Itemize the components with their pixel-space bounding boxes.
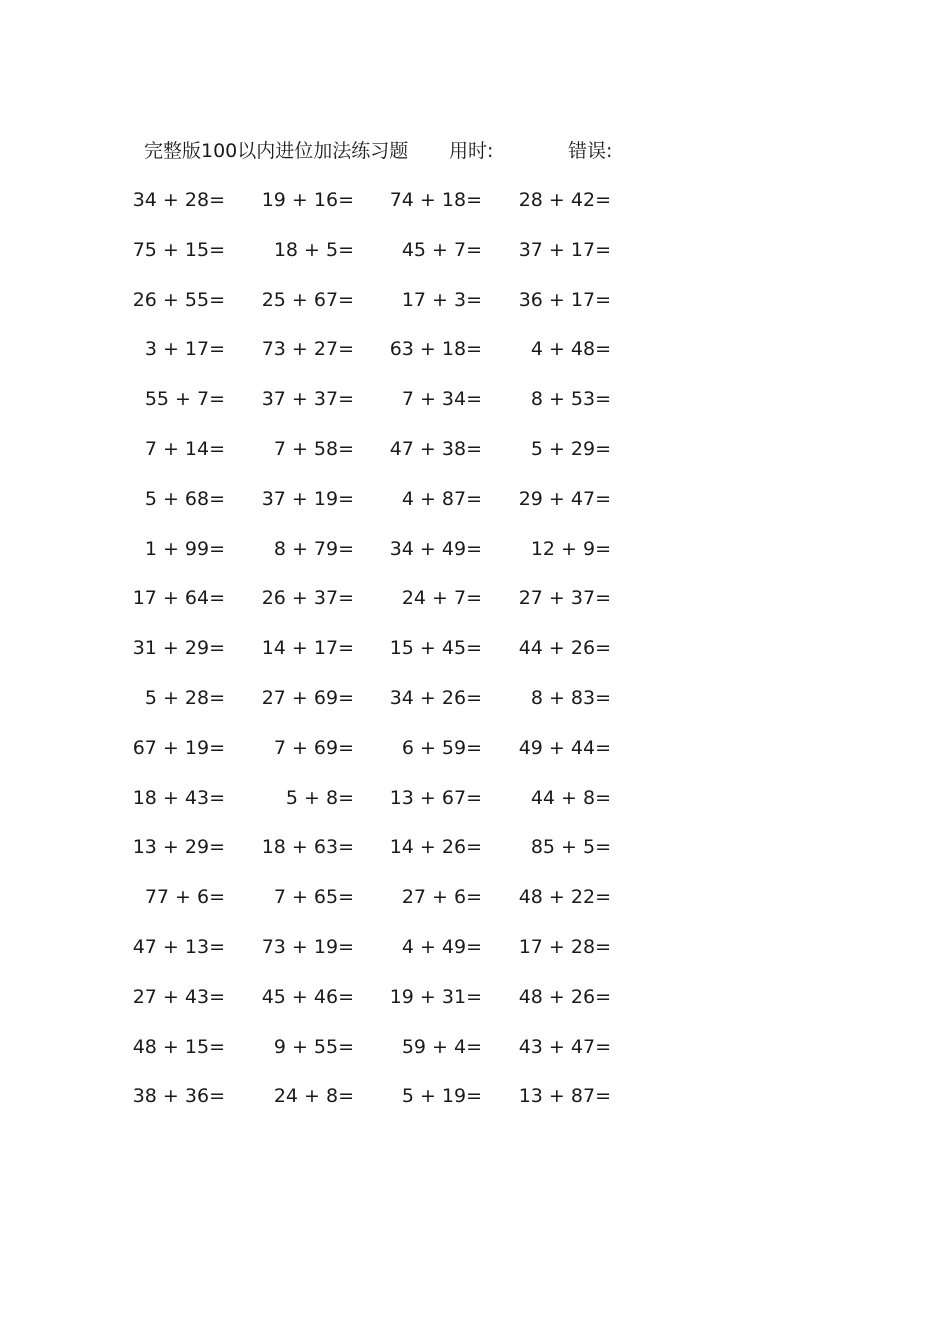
addition-problem: 13 + 29= bbox=[132, 836, 225, 859]
addition-problem: 43 + 47= bbox=[518, 1035, 611, 1058]
time-label: 用时: bbox=[449, 140, 494, 162]
addition-problem: 7 + 34= bbox=[401, 388, 482, 411]
addition-problem: 5 + 19= bbox=[401, 1085, 482, 1108]
addition-problem: 4 + 48= bbox=[530, 338, 611, 361]
addition-problem: 31 + 29= bbox=[132, 637, 225, 660]
problem-row bbox=[0, 684, 950, 734]
addition-problem: 3 + 17= bbox=[144, 338, 225, 361]
addition-problem: 37 + 17= bbox=[518, 238, 611, 261]
addition-problem: 19 + 16= bbox=[261, 189, 354, 211]
addition-problem: 45 + 7= bbox=[401, 238, 482, 261]
addition-problem: 25 + 67= bbox=[261, 288, 354, 311]
problem-row bbox=[0, 584, 950, 634]
problem-row bbox=[0, 1033, 950, 1083]
addition-problem: 73 + 19= bbox=[261, 935, 354, 958]
addition-problem: 17 + 64= bbox=[132, 587, 225, 610]
problem-row bbox=[0, 236, 950, 286]
addition-problem: 14 + 17= bbox=[261, 637, 354, 660]
addition-problem: 29 + 47= bbox=[518, 487, 611, 510]
addition-problem: 1 + 99= bbox=[144, 537, 225, 560]
addition-problem: 8 + 79= bbox=[273, 537, 354, 560]
addition-problem: 7 + 14= bbox=[144, 437, 225, 460]
addition-problem: 37 + 37= bbox=[261, 388, 354, 411]
addition-problem: 13 + 87= bbox=[518, 1085, 611, 1108]
problem-row bbox=[0, 485, 950, 535]
addition-problem: 12 + 9= bbox=[530, 537, 611, 560]
problem-row bbox=[0, 784, 950, 834]
addition-problem: 47 + 13= bbox=[132, 935, 225, 958]
addition-problem: 45 + 46= bbox=[261, 985, 354, 1008]
addition-problem: 17 + 28= bbox=[518, 935, 611, 958]
addition-problem: 36 + 17= bbox=[518, 288, 611, 311]
addition-problem: 55 + 7= bbox=[144, 388, 225, 411]
addition-problem: 59 + 4= bbox=[401, 1035, 482, 1058]
addition-problem: 34 + 28= bbox=[132, 189, 225, 211]
addition-problem: 14 + 26= bbox=[389, 836, 482, 859]
addition-problem: 48 + 26= bbox=[518, 985, 611, 1008]
addition-problem: 5 + 8= bbox=[285, 786, 354, 809]
problem-row bbox=[0, 833, 950, 883]
addition-problem: 19 + 31= bbox=[389, 985, 482, 1008]
addition-problem: 28 + 42= bbox=[518, 189, 611, 211]
addition-problem: 74 + 18= bbox=[389, 189, 482, 211]
addition-problem: 7 + 65= bbox=[273, 886, 354, 909]
addition-problem: 4 + 49= bbox=[401, 935, 482, 958]
addition-problem: 8 + 83= bbox=[530, 686, 611, 709]
addition-problem: 27 + 69= bbox=[261, 686, 354, 709]
addition-problem: 24 + 8= bbox=[273, 1085, 354, 1108]
problem-row bbox=[0, 385, 950, 435]
worksheet-title: 完整版100以内进位加法练习题 bbox=[144, 140, 409, 162]
problem-row bbox=[0, 286, 950, 336]
addition-problem: 17 + 3= bbox=[401, 288, 482, 311]
addition-problem: 48 + 15= bbox=[132, 1035, 225, 1058]
problem-row bbox=[0, 335, 950, 385]
addition-problem: 37 + 19= bbox=[261, 487, 354, 510]
addition-problem: 8 + 53= bbox=[530, 388, 611, 411]
addition-problem: 18 + 5= bbox=[273, 238, 354, 261]
addition-problem: 27 + 37= bbox=[518, 587, 611, 610]
addition-problem: 63 + 18= bbox=[389, 338, 482, 361]
addition-problem: 7 + 69= bbox=[273, 736, 354, 759]
addition-problem: 5 + 28= bbox=[144, 686, 225, 709]
addition-problem: 26 + 37= bbox=[261, 587, 354, 610]
problem-row bbox=[0, 883, 950, 933]
addition-problem: 26 + 55= bbox=[132, 288, 225, 311]
addition-problem: 5 + 29= bbox=[530, 437, 611, 460]
addition-problem: 77 + 6= bbox=[144, 886, 225, 909]
worksheet-header bbox=[144, 137, 664, 165]
addition-problem: 34 + 26= bbox=[389, 686, 482, 709]
addition-problem: 49 + 44= bbox=[518, 736, 611, 759]
problem-grid bbox=[0, 186, 950, 1132]
addition-problem: 27 + 43= bbox=[132, 985, 225, 1008]
addition-problem: 44 + 26= bbox=[518, 637, 611, 660]
addition-problem: 9 + 55= bbox=[273, 1035, 354, 1058]
addition-problem: 6 + 59= bbox=[401, 736, 482, 759]
addition-problem: 85 + 5= bbox=[530, 836, 611, 859]
problem-row bbox=[0, 983, 950, 1033]
addition-problem: 5 + 68= bbox=[144, 487, 225, 510]
problem-row bbox=[0, 535, 950, 585]
problem-row bbox=[0, 1082, 950, 1132]
problem-row bbox=[0, 435, 950, 485]
addition-problem: 18 + 63= bbox=[261, 836, 354, 859]
addition-problem: 34 + 49= bbox=[389, 537, 482, 560]
addition-problem: 15 + 45= bbox=[389, 637, 482, 660]
problem-row bbox=[0, 634, 950, 684]
problem-row bbox=[0, 186, 950, 236]
addition-problem: 48 + 22= bbox=[518, 886, 611, 909]
addition-problem: 18 + 43= bbox=[132, 786, 225, 809]
addition-problem: 47 + 38= bbox=[389, 437, 482, 460]
addition-problem: 44 + 8= bbox=[530, 786, 611, 809]
addition-problem: 7 + 58= bbox=[273, 437, 354, 460]
addition-problem: 27 + 6= bbox=[401, 886, 482, 909]
addition-problem: 4 + 87= bbox=[401, 487, 482, 510]
problem-row bbox=[0, 933, 950, 983]
addition-problem: 75 + 15= bbox=[132, 238, 225, 261]
addition-problem: 67 + 19= bbox=[132, 736, 225, 759]
addition-problem: 38 + 36= bbox=[132, 1085, 225, 1108]
addition-problem: 24 + 7= bbox=[401, 587, 482, 610]
addition-problem: 73 + 27= bbox=[261, 338, 354, 361]
addition-problem: 13 + 67= bbox=[389, 786, 482, 809]
problem-row bbox=[0, 734, 950, 784]
error-label: 错误: bbox=[568, 140, 613, 162]
